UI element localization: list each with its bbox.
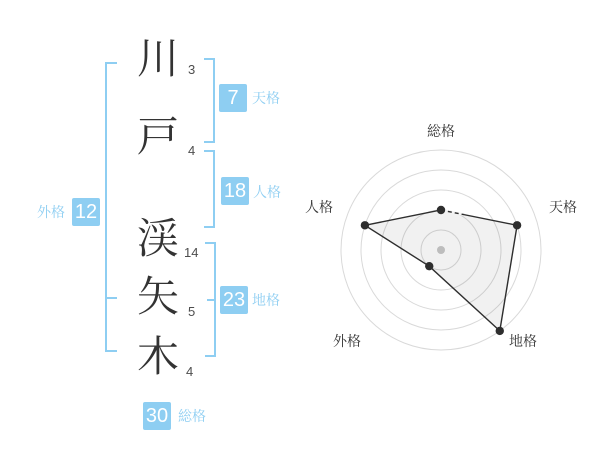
jinkaku-value-box: 18 bbox=[221, 177, 249, 205]
data-point bbox=[361, 221, 369, 229]
stroke-count-2: 4 bbox=[188, 143, 196, 158]
gaikaku-label: 外格 bbox=[37, 204, 65, 220]
stroke-count-5: 4 bbox=[186, 364, 194, 379]
name-char-2: 戸 bbox=[136, 113, 179, 160]
axis-label: 天格 bbox=[549, 199, 577, 215]
stroke-count-1: 3 bbox=[188, 62, 196, 77]
data-polygon bbox=[365, 210, 517, 331]
tenkaku-bracket bbox=[204, 58, 215, 143]
jinkaku-label: 人格 bbox=[253, 184, 281, 200]
axis-label: 地格 bbox=[509, 333, 537, 349]
chikaku-label: 地格 bbox=[252, 292, 280, 308]
axis-label: 外格 bbox=[333, 333, 361, 349]
axis-label: 人格 bbox=[305, 199, 333, 215]
soukaku-value-box: 30 bbox=[143, 402, 171, 430]
stroke-count-3: 14 bbox=[184, 245, 199, 260]
name-char-5: 木 bbox=[136, 333, 179, 380]
tenkaku-label: 天格 bbox=[252, 90, 280, 106]
data-point bbox=[513, 221, 521, 229]
name-char-1: 川 bbox=[136, 35, 179, 82]
axis-label: 総格 bbox=[427, 123, 455, 139]
chikaku-value-box: 23 bbox=[220, 286, 248, 314]
jinkaku-bracket bbox=[204, 150, 215, 228]
name-char-4: 矢 bbox=[136, 273, 179, 320]
name-char-3: 渓 bbox=[136, 215, 179, 262]
stroke-count-4: 5 bbox=[188, 304, 196, 319]
data-point bbox=[437, 206, 445, 214]
data-point bbox=[425, 262, 433, 270]
radar-chart bbox=[301, 115, 581, 380]
soukaku-label: 総格 bbox=[178, 408, 206, 424]
tenkaku-value-box: 7 bbox=[219, 84, 247, 112]
chikaku-bracket-tick bbox=[207, 299, 216, 301]
gaikaku-bracket bbox=[105, 62, 117, 352]
data-point bbox=[496, 327, 504, 335]
radar-chart-svg bbox=[301, 115, 581, 380]
gaikaku-value-box: 12 bbox=[72, 198, 100, 226]
gaikaku-bracket-tick bbox=[107, 297, 117, 299]
